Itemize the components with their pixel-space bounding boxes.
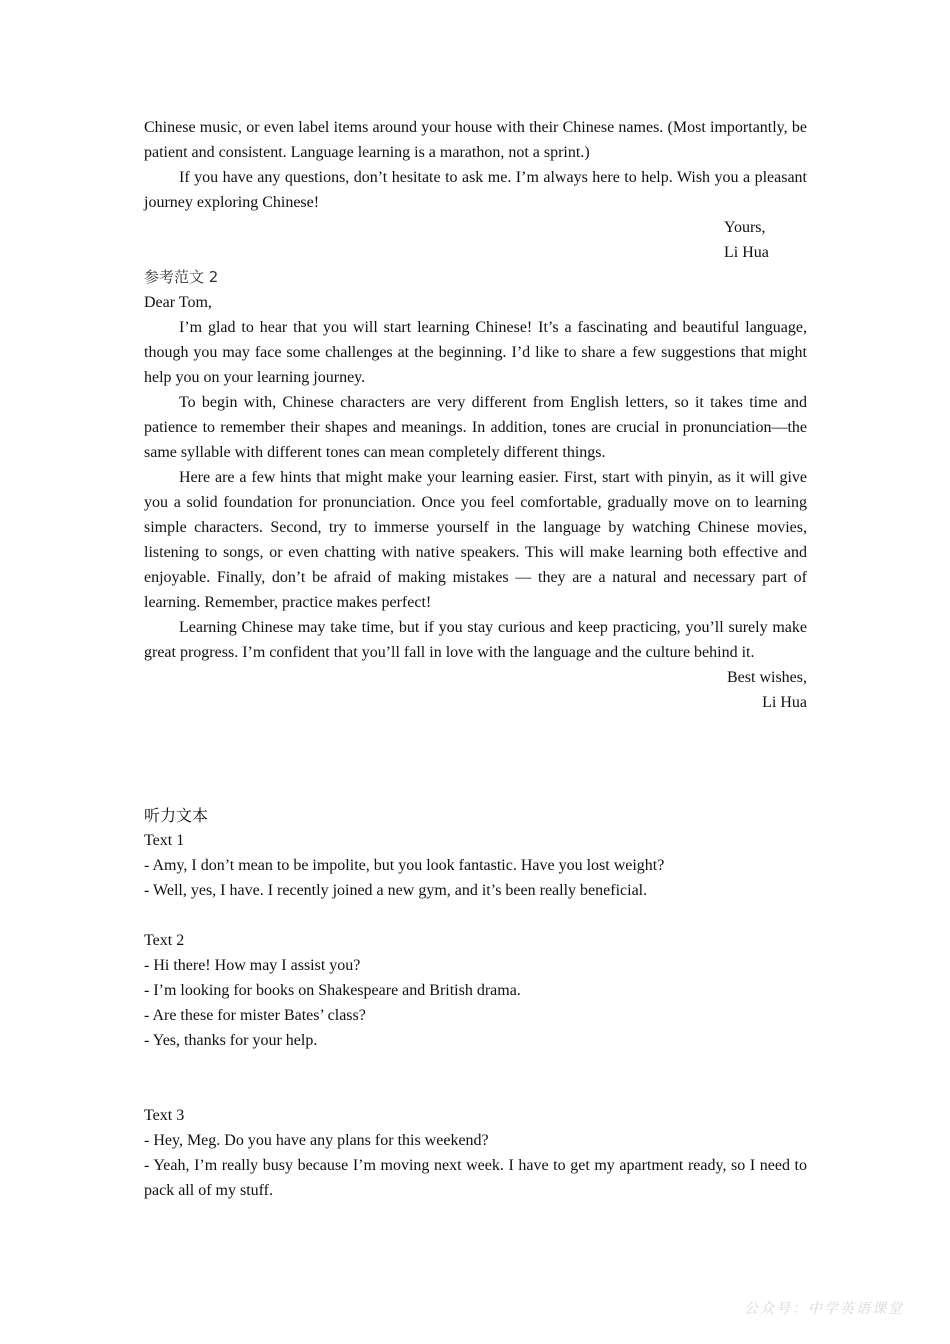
section-spacer	[144, 715, 807, 765]
sample2-paragraph: Here are a few hints that might make your learning easier. First, start with pinyin, as it will give you a solid foundation for pronunciation. Once you feel comfortable, gradually move on to learning simple characters. Second, try to immerse yourself in the language by watching Chinese movies, listening to songs, or even chatting with native speakers. This will make learning both effective and enjoyable. Finally, don’t be afraid of making mistakes — they are a natural and necessary part of learning. Remember, practice makes perfect!	[144, 469, 807, 611]
sample2-paragraph: I’m glad to hear that you will start learning Chinese! It’s a fascinating and beautiful language, though you may face some challenges at the beginning. I’d like to share a few suggestions that might help you on your learning journey.	[144, 319, 807, 386]
watermark: 公众号：中学英语课堂	[744, 1301, 904, 1317]
sample2-signature: Li Hua	[762, 694, 807, 711]
sample1-closing-paragraph: If you have any questions, don’t hesitate to ask me. I’m always here to help. Wish you a pleasant journey exploring Chinese!	[144, 169, 807, 211]
dialogue-line: - I’m looking for books on Shakespeare and British drama.	[144, 982, 521, 999]
document-page	[144, 115, 807, 1203]
dialogue-line: - Are these for mister Bates’ class?	[144, 1007, 366, 1024]
section-spacer	[144, 765, 807, 803]
sample1-signature: Li Hua	[724, 244, 769, 261]
dialogue-line: - Hi there! How may I assist you?	[144, 957, 361, 974]
dialogue-line: - Yeah, I’m really busy because I’m moving next week. I have to get my apartment ready, so I need to pack all of my stuff.	[144, 1157, 807, 1199]
listening-heading: 听力文本	[144, 806, 209, 825]
sample1-paragraph-tail: Chinese music, or even label items around your house with their Chinese names. (Most importantly, be patient and consistent. Language learning is a marathon, not a sprint.)	[144, 119, 807, 161]
dialogue-line: - Yes, thanks for your help.	[144, 1032, 318, 1049]
sample2-label: 参考范文 2	[144, 268, 219, 286]
dialogue-line: - Hey, Meg. Do you have any plans for this weekend?	[144, 1132, 489, 1149]
dialogue-line: - Amy, I don’t mean to be impolite, but you look fantastic. Have you lost weight?	[144, 857, 665, 874]
spacer	[144, 1053, 807, 1103]
sample2-closing: Best wishes,	[727, 669, 807, 686]
text2-title: Text 2	[144, 932, 185, 949]
sample2-paragraph: Learning Chinese may take time, but if you stay curious and keep practicing, you’ll surely make great progress. I’m confident that you’ll fall in love with the language and the culture behind it.	[144, 619, 807, 661]
sample2-paragraph: To begin with, Chinese characters are very different from English letters, so it takes time and patience to remember their shapes and meanings. In addition, tones are crucial in pronunciation—the same syllable with different tones can mean completely different things.	[144, 394, 807, 461]
sample2-salutation: Dear Tom,	[144, 294, 212, 311]
dialogue-line: - Well, yes, I have. I recently joined a new gym, and it’s been really beneficial.	[144, 882, 648, 899]
sample1-closing: Yours,	[724, 219, 766, 236]
text3-title: Text 3	[144, 1107, 185, 1124]
text1-title: Text 1	[144, 832, 185, 849]
spacer	[144, 903, 807, 928]
